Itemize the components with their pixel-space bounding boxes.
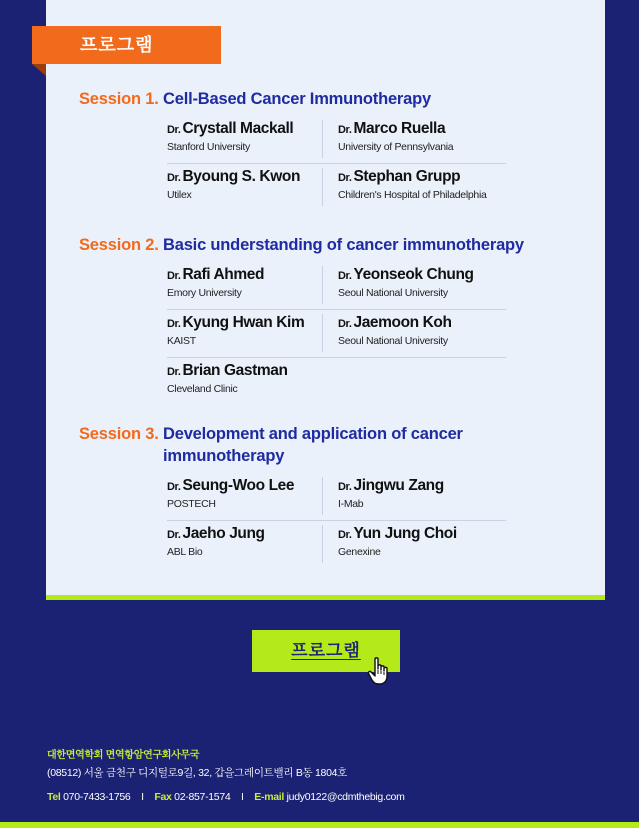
session-topic: Development and application of cancer immunotherapy (163, 425, 463, 465)
session-title (79, 423, 599, 467)
speaker-row (167, 116, 506, 164)
fax-value: 02-857-1574 (174, 791, 231, 803)
session-topic: Basic understanding of cancer immunotherapy (163, 236, 524, 254)
speaker-card (167, 120, 322, 163)
session-label: Session 1. (79, 90, 159, 108)
speaker-name: Dr. Yun Jung Choi (338, 525, 457, 542)
speaker-card (322, 477, 506, 515)
speaker-affiliation: Seoul National University (338, 335, 448, 347)
speaker-name: Dr. Stephan Grupp (338, 168, 461, 185)
speaker-prefix: Dr. (167, 270, 181, 282)
footer-contacts (47, 787, 405, 807)
session-title (79, 88, 599, 110)
speaker-row (167, 358, 506, 406)
speaker-card (322, 120, 506, 158)
speaker-affiliation: POSTECH (167, 498, 216, 510)
speaker-prefix: Dr. (167, 124, 181, 136)
speaker-affiliation: Children's Hospital of Philadelphia (338, 189, 487, 201)
speaker-name: Dr. Jaemoon Koh (338, 314, 452, 331)
speaker-card (167, 362, 322, 406)
session-label: Session 3. (79, 425, 159, 443)
speaker-prefix: Dr. (338, 124, 352, 136)
speaker-name: Dr. Marco Ruella (338, 120, 446, 137)
hand-pointer-icon (366, 656, 394, 686)
speaker-affiliation: I-Mab (338, 498, 364, 510)
speaker-affiliation: Cleveland Clinic (167, 383, 238, 395)
email-link[interactable]: judy0122@cdmthebig.com (286, 791, 405, 803)
speaker-card (167, 266, 322, 309)
speaker-affiliation: Utilex (167, 189, 192, 201)
speaker-affiliation: KAIST (167, 335, 196, 347)
speaker-card (167, 525, 322, 569)
speaker-prefix: Dr. (338, 481, 352, 493)
speaker-row (167, 521, 506, 569)
session-topic: Cell-Based Cancer Immunotherapy (163, 90, 431, 108)
speaker-name: Dr. Jingwu Zang (338, 477, 444, 494)
speaker-prefix: Dr. (167, 481, 181, 493)
speaker-list (167, 262, 506, 406)
bottom-accent-line (0, 822, 639, 828)
speaker-name: Dr. Byoung S. Kwon (167, 168, 301, 185)
speaker-row (167, 310, 506, 358)
speaker-card (322, 168, 506, 206)
speaker-affiliation: Emory University (167, 287, 242, 299)
speaker-prefix: Dr. (167, 318, 181, 330)
speaker-row (167, 164, 506, 212)
program-button[interactable]: 프로그램 (252, 630, 400, 672)
speaker-name: Dr. Seung-Woo Lee (167, 477, 295, 494)
program-panel (46, 0, 605, 600)
footer-address: (08512) 서울 금천구 디지털로9길, 32, 갑을그레이트밸리 B동 1804호 (47, 767, 347, 779)
session-2 (79, 234, 599, 406)
speaker-prefix: Dr. (167, 529, 181, 541)
speaker-prefix: Dr. (167, 366, 181, 378)
ribbon-fold (32, 64, 46, 76)
speaker-list (167, 473, 506, 569)
speaker-affiliation: University of Pennsylvania (338, 141, 454, 153)
speaker-name: Dr. Jaeho Jung (167, 525, 265, 542)
speaker-name: Dr. Kyung Hwan Kim (167, 314, 305, 331)
speaker-card (167, 314, 322, 357)
speaker-card (167, 477, 322, 520)
speaker-prefix: Dr. (338, 172, 352, 184)
program-ribbon: 프로그램 (32, 26, 221, 64)
speaker-affiliation: Genexine (338, 546, 381, 558)
speaker-card (322, 314, 506, 352)
speaker-card (322, 525, 506, 563)
session-title (79, 234, 599, 256)
speaker-prefix: Dr. (338, 529, 352, 541)
speaker-prefix: Dr. (338, 270, 352, 282)
speaker-name: Dr. Rafi Ahmed (167, 266, 265, 283)
speaker-card (167, 168, 322, 212)
speaker-name: Dr. Yeonseok Chung (338, 266, 474, 283)
speaker-prefix: Dr. (338, 318, 352, 330)
footer-org: 대한면역학회 면역항암연구회사무국 (47, 750, 200, 761)
separator: I (141, 791, 144, 803)
session-label: Session 2. (79, 236, 159, 254)
footer (47, 749, 405, 807)
separator: I (241, 791, 244, 803)
tel-value: 070-7433-1756 (63, 791, 131, 803)
speaker-affiliation: ABL Bio (167, 546, 203, 558)
tel-label: Tel (47, 791, 61, 803)
speaker-prefix: Dr. (167, 172, 181, 184)
speaker-row (167, 473, 506, 521)
speaker-name: Dr. Brian Gastman (167, 362, 288, 379)
session-3 (79, 423, 599, 569)
speaker-affiliation: Seoul National University (338, 287, 448, 299)
speaker-list (167, 116, 506, 212)
email-label: E-mail (254, 791, 285, 803)
speaker-row (167, 262, 506, 310)
speaker-name: Dr. Crystall Mackall (167, 120, 294, 137)
session-1 (79, 88, 599, 212)
fax-label: Fax (154, 791, 172, 803)
speaker-affiliation: Stanford University (167, 141, 251, 153)
speaker-card (322, 266, 506, 304)
